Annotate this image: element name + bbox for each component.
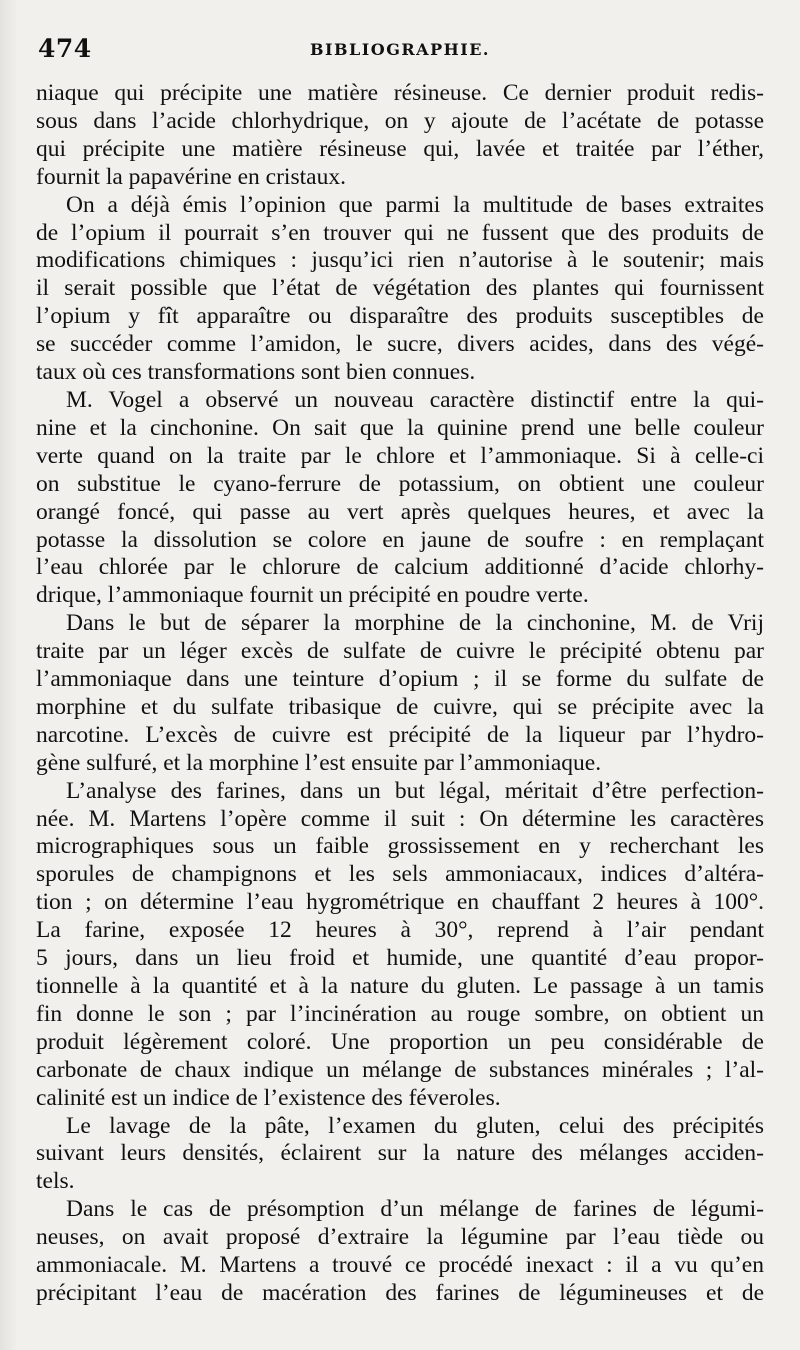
text-line: née. M. Martens l’opère comme il suit : On détermine les caractères — [36, 805, 764, 832]
text-line: verte quand on la traite par le chlore et l’ammoniaque. Si à celle-ci — [36, 442, 764, 469]
text-line: calinité est un indice de l’existence des féveroles. — [36, 1084, 501, 1111]
text-line: orangé foncé, qui passe au vert après quelques heures, et avec la — [36, 498, 764, 525]
text-line: de l’opium il pourrait s’en trouver qui ne fussent que des produits de — [36, 219, 764, 246]
text-line: La farine, exposée 12 heures à 30°, reprend à l’air pendant — [36, 917, 764, 944]
body-text — [36, 80, 764, 1308]
text-line: L’analyse des farines, dans un but légal, méritait d’être perfection- — [66, 777, 764, 804]
text-line: Dans le but de séparer la morphine de la cinchonine, M. de Vrij — [66, 610, 764, 637]
text-line: l’eau chlorée par le chlorure de calcium additionné d’acide chlorhy- — [36, 554, 764, 581]
text-line: tion ; on détermine l’eau hygrométrique en chauffant 2 heures à 100°. — [36, 889, 764, 916]
text-line: Le lavage de la pâte, l’examen du gluten, celui des précipités — [66, 1112, 764, 1139]
text-line: taux où ces transformations sont bien connues. — [36, 359, 476, 386]
text-line: sous dans l’acide chlorhydrique, on y ajoute de l’acétate de potasse — [36, 107, 764, 134]
text-line: narcotine. L’excès de cuivre est précipité de la liqueur par l’hydro- — [36, 721, 764, 748]
running-title: BIBLIOGRAPHIE. — [310, 40, 490, 59]
paragraph — [36, 387, 764, 610]
paragraph — [36, 778, 764, 1113]
text-line: morphine et du sulfate tribasique de cuivre, qui se précipite avec la — [36, 693, 764, 720]
text-line: précipitant l’eau de macération des farines de légumineuses et de — [36, 1279, 764, 1306]
paragraph — [36, 192, 764, 387]
paragraph — [36, 610, 764, 777]
text-line: carbonate de chaux indique un mélange de substances minérales ; l’al- — [36, 1056, 764, 1083]
text-line: sporules de champignons et les sels ammoniacaux, indices d’altéra- — [36, 861, 764, 888]
text-line: tels. — [36, 1168, 75, 1195]
text-line: drique, l’ammoniaque fournit un précipité en poudre verte. — [36, 582, 589, 609]
text-line: on substitue le cyano-ferrure de potassium, on obtient une couleur — [36, 470, 764, 497]
paragraph — [36, 1113, 764, 1197]
text-line: ammoniacale. M. Martens a trouvé ce procédé inexact : il a vu qu’en — [36, 1252, 764, 1279]
text-line: gène sulfuré, et la morphine l’est ensuite par l’ammoniaque. — [36, 749, 602, 776]
text-line: se succéder comme l’amidon, le sucre, divers acides, dans des végé- — [36, 331, 764, 358]
text-line: qui précipite une matière résineuse qui, lavée et traitée par l’éther, — [36, 135, 764, 162]
text-line: neuses, on avait proposé d’extraire la légumine par l’eau tiède ou — [36, 1224, 764, 1251]
text-line: niaque qui précipite une matière résineuse. Ce dernier produit redis- — [36, 80, 764, 106]
paragraph — [36, 1196, 764, 1308]
text-line: M. Vogel a observé un nouveau caractère distinctif entre la qui- — [66, 386, 764, 413]
text-line: nine et la cinchonine. On sait que la quinine prend une belle couleur — [36, 414, 764, 441]
text-line: traite par un léger excès de sulfate de cuivre le précipité obtenu par — [36, 638, 764, 665]
text-line: tionnelle à la quantité et à la nature du gluten. Le passage à un tamis — [36, 973, 764, 999]
page-number: 474 — [38, 34, 92, 63]
text-line: l’opium y fît apparaître ou disparaître des produits susceptibles de — [36, 303, 764, 330]
text-line: fin donne le son ; par l’incinération au rouge sombre, on obtient un — [36, 1000, 764, 1027]
text-line: il serait possible que l’état de végétation des plantes qui fournissent — [36, 275, 764, 302]
text-line: produit légèrement coloré. Une proportion un peu considérable de — [36, 1028, 764, 1055]
running-head — [36, 34, 764, 74]
text-line: On a déjà émis l’opinion que parmi la multitude de bases extraites — [66, 191, 764, 218]
text-line: potasse la dissolution se colore en jaune de soufre : en remplaçant — [36, 526, 764, 553]
text-line: micrographiques sous un faible grossissement en y recherchant les — [36, 833, 764, 860]
text-line: modifications chimiques : jusqu’ici rien n’autorise à le soutenir; mais — [36, 247, 764, 274]
text-line: fournit la papavérine en cristaux. — [36, 163, 346, 190]
text-line: 5 jours, dans un lieu froid et humide, une quantité d’eau propor- — [36, 945, 764, 972]
text-line: Dans le cas de présomption d’un mélange de farines de légumi- — [66, 1196, 764, 1223]
text-line: l’ammoniaque dans une teinture d’opium ; il se forme du sulfate de — [36, 666, 764, 693]
text-line: suivant leurs densités, éclairent sur la nature des mélanges acciden- — [36, 1140, 764, 1167]
paragraph — [36, 80, 764, 192]
